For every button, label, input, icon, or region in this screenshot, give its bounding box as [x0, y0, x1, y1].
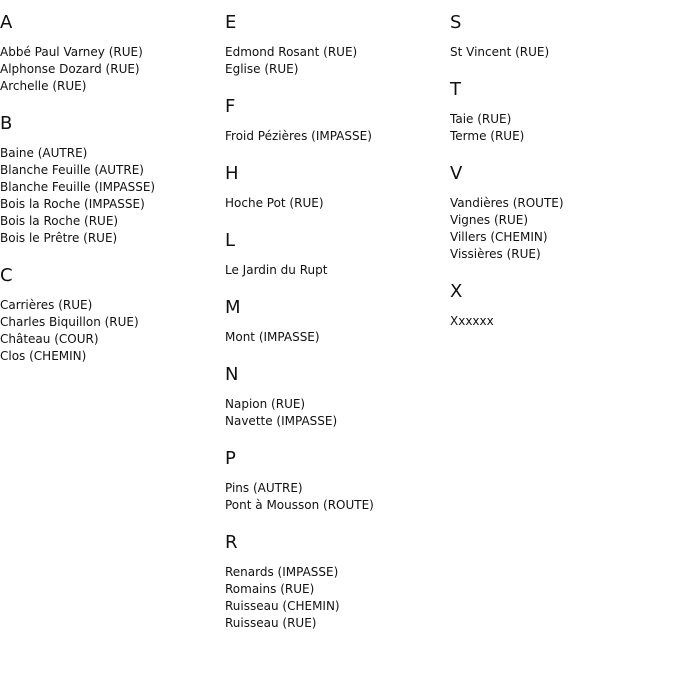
- letter-group: [225, 12, 445, 78]
- letter-heading: V: [450, 163, 463, 184]
- street-link[interactable]: Eglise (RUE): [225, 62, 299, 76]
- letter-heading: R: [225, 532, 238, 553]
- street-link[interactable]: Romains (RUE): [225, 582, 315, 596]
- street-link[interactable]: Pont à Mousson (ROUTE): [225, 498, 374, 512]
- letter-group: [225, 230, 445, 279]
- letter-group: [450, 12, 670, 61]
- letter-group: [450, 163, 670, 263]
- letter-group: [225, 163, 445, 212]
- street-link[interactable]: Abbé Paul Varney (RUE): [0, 45, 143, 59]
- street-link[interactable]: Froid Pézières (IMPASSE): [225, 129, 372, 143]
- street-link[interactable]: Vignes (RUE): [450, 213, 529, 227]
- street-link[interactable]: Bois la Roche (IMPASSE): [0, 197, 145, 211]
- street-link[interactable]: Alphonse Dozard (RUE): [0, 62, 140, 76]
- index-column: [0, 12, 220, 383]
- street-link[interactable]: Ruisseau (CHEMIN): [225, 599, 340, 613]
- letter-group: [0, 113, 220, 247]
- street-link[interactable]: Baine (AUTRE): [0, 146, 88, 160]
- street-link[interactable]: Vandières (ROUTE): [450, 196, 564, 210]
- street-list: [225, 128, 445, 145]
- street-link[interactable]: Charles Biquillon (RUE): [0, 315, 139, 329]
- street-link[interactable]: Edmond Rosant (RUE): [225, 45, 358, 59]
- letter-heading: X: [450, 281, 463, 302]
- street-list: [225, 564, 445, 632]
- street-list: [225, 44, 445, 78]
- letter-heading: H: [225, 163, 239, 184]
- street-link[interactable]: Vissières (RUE): [450, 247, 541, 261]
- letter-group: [450, 281, 670, 330]
- street-link[interactable]: Château (COUR): [0, 332, 99, 346]
- letter-heading: B: [0, 113, 13, 134]
- street-link[interactable]: Napion (RUE): [225, 397, 306, 411]
- street-list: [225, 195, 445, 212]
- street-link[interactable]: Hoche Pot (RUE): [225, 196, 324, 210]
- index-column: [225, 12, 445, 650]
- street-list: [0, 145, 220, 247]
- street-link[interactable]: Blanche Feuille (IMPASSE): [0, 180, 156, 194]
- letter-heading: T: [450, 79, 461, 100]
- street-link[interactable]: Xxxxxx: [450, 314, 494, 328]
- street-link[interactable]: Bois la Roche (RUE): [0, 214, 119, 228]
- letter-heading: A: [0, 12, 13, 33]
- letter-group: [450, 79, 670, 145]
- street-list: [225, 480, 445, 514]
- street-link[interactable]: Carrières (RUE): [0, 298, 93, 312]
- street-list: [450, 195, 670, 263]
- street-link[interactable]: Navette (IMPASSE): [225, 414, 338, 428]
- street-link[interactable]: Ruisseau (RUE): [225, 616, 317, 630]
- street-list: [0, 44, 220, 95]
- letter-group: [225, 96, 445, 145]
- letter-group: [225, 532, 445, 632]
- street-link[interactable]: Le Jardin du Rupt: [225, 263, 328, 277]
- letter-group: [0, 265, 220, 365]
- letter-heading: E: [225, 12, 237, 33]
- letter-heading: L: [225, 230, 236, 251]
- street-list: [225, 262, 445, 279]
- street-list: [225, 396, 445, 430]
- letter-group: [225, 364, 445, 430]
- index-column: [450, 12, 670, 348]
- street-list: [450, 111, 670, 145]
- street-link[interactable]: Clos (CHEMIN): [0, 349, 87, 363]
- street-link[interactable]: Villers (CHEMIN): [450, 230, 548, 244]
- street-link[interactable]: Mont (IMPASSE): [225, 330, 320, 344]
- street-link[interactable]: Blanche Feuille (AUTRE): [0, 163, 144, 177]
- street-link[interactable]: Renards (IMPASSE): [225, 565, 339, 579]
- letter-group: [225, 448, 445, 514]
- letter-heading: F: [225, 96, 236, 117]
- street-link[interactable]: Pins (AUTRE): [225, 481, 303, 495]
- street-list: [225, 329, 445, 346]
- letter-group: [225, 297, 445, 346]
- street-link[interactable]: Taie (RUE): [450, 112, 512, 126]
- letter-heading: P: [225, 448, 236, 469]
- letter-heading: C: [0, 265, 13, 286]
- street-link[interactable]: Bois le Prêtre (RUE): [0, 231, 118, 245]
- street-list: [0, 297, 220, 365]
- letter-heading: M: [225, 297, 241, 318]
- street-link[interactable]: Terme (RUE): [450, 129, 525, 143]
- street-list: [450, 44, 670, 61]
- letter-group: [0, 12, 220, 95]
- street-link[interactable]: St Vincent (RUE): [450, 45, 550, 59]
- letter-heading: N: [225, 364, 239, 385]
- street-link[interactable]: Archelle (RUE): [0, 79, 87, 93]
- letter-heading: S: [450, 12, 462, 33]
- street-list: [450, 313, 670, 330]
